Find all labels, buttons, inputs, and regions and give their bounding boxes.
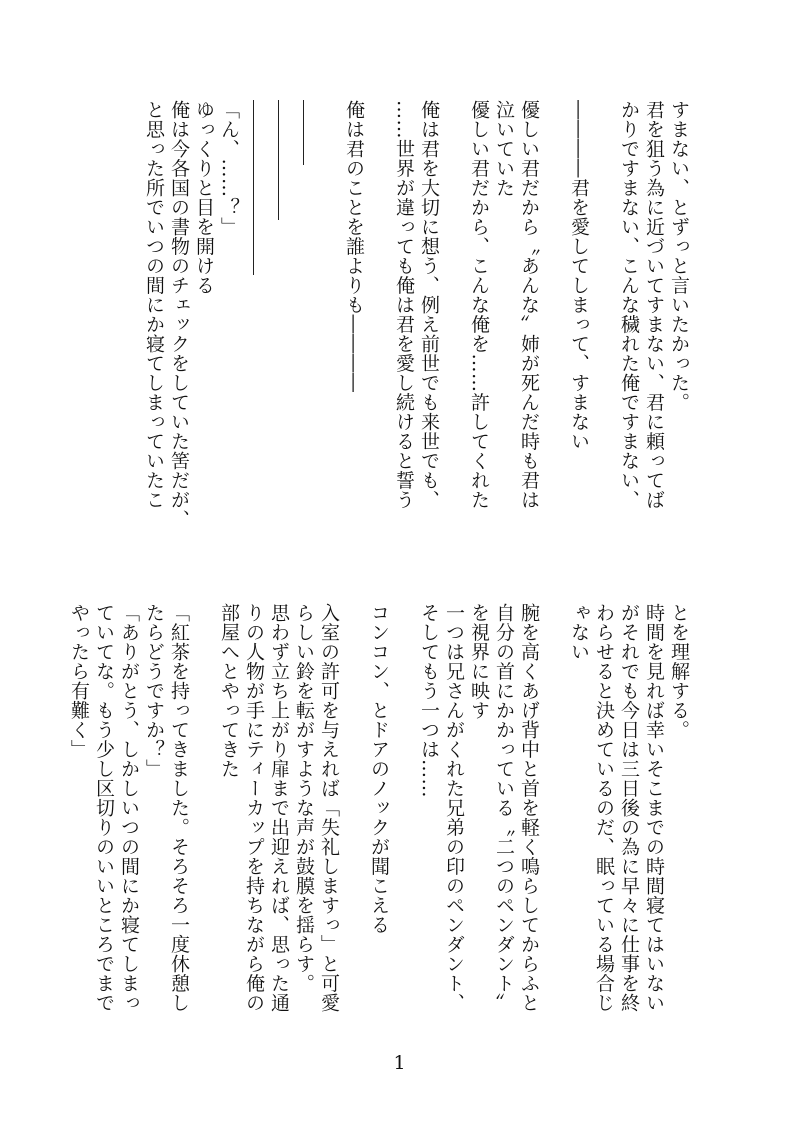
text-line: 「紅茶を持ってきました。そろそろ一度休憩し <box>168 603 190 1013</box>
text-line: ゃない <box>568 603 590 662</box>
text-line: 「ん、……？」 <box>218 100 240 237</box>
dash-separator <box>291 100 316 540</box>
text-block-top <box>141 100 691 540</box>
text-line: 腕を高くあげ背中と首を軽く鳴らしてからふと <box>518 603 540 1013</box>
blank-line <box>391 603 416 1043</box>
text-line: がそれでも今日は三日後の為に早々に仕事を終 <box>618 603 640 1013</box>
dash-separator <box>266 100 291 540</box>
blank-line <box>191 603 216 1043</box>
blank-line <box>591 100 616 540</box>
text-line: 俺は今各国の書物のチェックをしていた筈だが、 <box>168 100 190 529</box>
text-line: やったら有難く」 <box>68 603 90 759</box>
text-line: とを理解する。 <box>668 603 690 740</box>
dash-separator <box>241 100 266 540</box>
text-line: 部屋へとやってきた <box>218 603 240 779</box>
text-line: たらどうですか？」 <box>143 603 165 779</box>
text-line: 君を狙う為に近づいてすまない、君に頼ってば <box>643 100 665 510</box>
text-line: 自分の首にかかっている〝二つのペンダント〟 <box>493 603 515 1013</box>
text-line: 優しい君だから、こんな俺を……許してくれた <box>468 100 490 510</box>
text-line: 俺は君のことを誰よりも―――― <box>343 100 365 393</box>
blank-line <box>541 603 566 1043</box>
text-line: りの人物が手にティーカップを持ちながら俺の <box>243 603 265 1013</box>
text-line: 一つは兄さんがくれた兄弟の印のペンダント、 <box>443 603 465 1013</box>
text-line: 入室の許可を与えれば「失礼しますっ」と可愛 <box>318 603 340 1013</box>
text-line: コンコン、とドアのノックが聞こえる <box>368 603 390 935</box>
text-line: 「ありがとう、しかしいつの間にか寝てしまっ <box>118 603 140 1013</box>
text-line: そしてもう一つは…… <box>418 603 440 798</box>
blank-line <box>316 100 341 540</box>
text-line: 時間を見れば幸いそこまでの時間寝てはいない <box>643 603 665 1013</box>
text-line: 俺は君を大切に想う、例え前世でも来世でも、 <box>418 100 440 510</box>
text-line: かりですまない、こんな穢れた俺ですまない、 <box>618 100 640 510</box>
text-line: 優しい君だから〝あんな〟姉が死んだ時も君は <box>518 100 540 510</box>
blank-line <box>341 603 366 1043</box>
text-line: ……世界が違っても俺は君を愛し続けると誓う <box>393 100 415 510</box>
text-line: 思わず立ち上がり扉まで出迎えれば、思った通 <box>268 603 290 1013</box>
text-line: ――――君を愛してしまって、すまない <box>568 100 590 451</box>
text-line: ていてな。もう少し区切りのいいところでまで <box>93 603 115 1013</box>
text-line: すまない、とずっと言いたかった。 <box>668 100 690 412</box>
text-line: 泣いていた <box>493 100 515 198</box>
page-number: 1 <box>393 1052 406 1074</box>
blank-line <box>541 100 566 540</box>
blank-line <box>441 100 466 540</box>
text-line: わらせると決めているのだ、眠っている場合じ <box>593 603 615 1013</box>
text-block-bottom <box>66 603 691 1043</box>
text-line: らしい鈴を転がすような声が鼓膜を揺らす。 <box>293 603 315 993</box>
text-line: と思った所でいつの間にか寝てしまっていたこ <box>143 100 165 510</box>
blank-line <box>366 100 391 540</box>
text-line: ゆっくりと目を開ける <box>193 100 215 295</box>
text-line: を視界に映す <box>468 603 490 720</box>
